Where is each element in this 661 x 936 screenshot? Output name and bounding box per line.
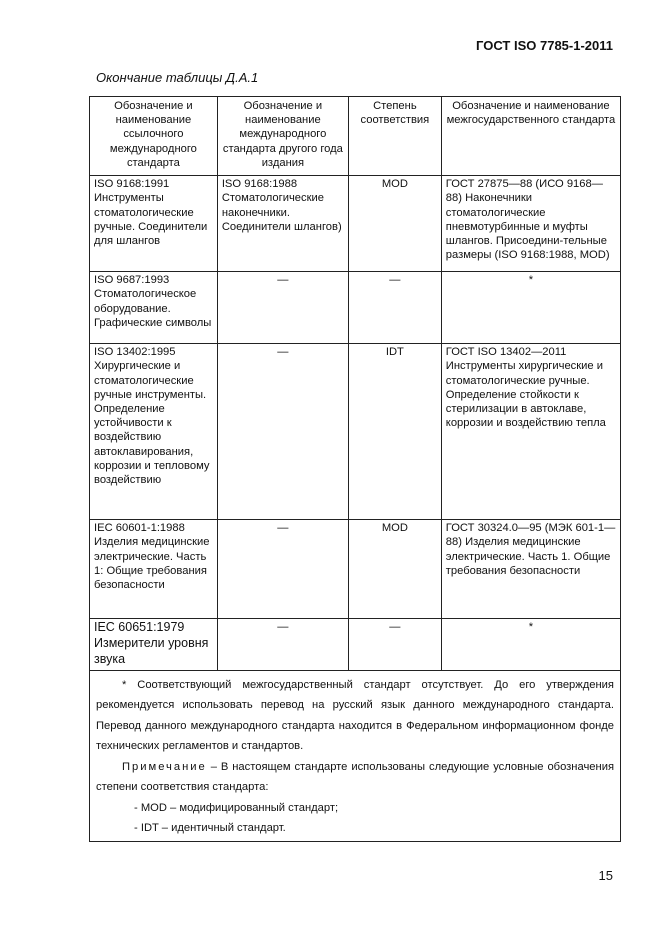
footnote-text: * Соответствующий межгосударственный стандарт отсутствует. До его утверждения рекомендуется использовать перевод на русский язык данного международного стандарта. Перевод данного международного стандарта находится в Федеральном информационном фонде технических регламентов и стандартов.: [96, 678, 614, 753]
table-cell: ISO 9168:1991 Инструменты стоматологические ручные. Соединители для шлангов: [90, 176, 218, 272]
column-header: Обозначение и наименование ссылочного международного стандарта: [90, 97, 218, 176]
table-cell: *: [441, 272, 620, 344]
notes-cell: [90, 670, 621, 841]
notes-row: [90, 670, 621, 841]
table-cell: MOD: [348, 176, 441, 272]
table-cell: ГОСТ ISO 13402—2011 Инструменты хирургические и стоматологические ручные. Определение стойкости к стерилизации в автоклаве, коррозии и воздействию тепла: [441, 344, 620, 520]
note-paragraph: [96, 757, 614, 798]
table-row: [90, 272, 621, 344]
table-header-row: [90, 97, 621, 176]
note-text: – В настоящем стандарте использованы следующие условные обозначения степени соответствия стандарта:: [96, 760, 614, 794]
table-row: [90, 176, 621, 272]
table-caption: Окончание таблицы Д.А.1: [96, 70, 259, 85]
table-cell: ISO 9168:1988 Стоматологические наконечники. Соединители шлангов): [217, 176, 348, 272]
table-cell: IDT: [348, 344, 441, 520]
table-row: [90, 619, 621, 671]
standards-table: [89, 96, 621, 842]
page-number: 15: [598, 868, 613, 883]
table-cell: ISO 9687:1993 Стоматологическое оборудование. Графические символы: [90, 272, 218, 344]
table-cell: —: [217, 520, 348, 619]
table-cell: MOD: [348, 520, 441, 619]
table-cell: IEC 60651:1979 Измерители уровня звука: [90, 619, 218, 671]
table-cell: —: [217, 619, 348, 671]
column-header: Обозначение и наименование межгосударственного стандарта: [441, 97, 620, 176]
table-cell: —: [217, 344, 348, 520]
column-header: Обозначение и наименование международного стандарта другого года издания: [217, 97, 348, 176]
table-cell: ГОСТ 27875—88 (ИСО 9168—88) Наконечники стоматологические пневмотурбинные и муфты шлангов. Присоедини-тельные размеры (ISO 9168:1988, MOD): [441, 176, 620, 272]
column-header: Степень соответствия: [348, 97, 441, 176]
table-cell: ISO 13402:1995 Хирургические и стоматологические ручные инструменты. Определение устойчивости к воздействию автоклавирования, коррозии и тепловому воздействию: [90, 344, 218, 520]
table-cell: ГОСТ 30324.0—95 (МЭК 601-1—88) Изделия медицинские электрические. Часть 1. Общие требования безопасности: [441, 520, 620, 619]
table-cell: —: [348, 619, 441, 671]
table-cell: —: [348, 272, 441, 344]
table-cell: —: [217, 272, 348, 344]
table-cell: IEC 60601-1:1988 Изделия медицинские электрические. Часть 1: Общие требования безопасности: [90, 520, 218, 619]
table-cell: *: [441, 619, 620, 671]
legend-item-idt: - IDT – идентичный стандарт.: [134, 822, 286, 835]
note-label: Примечание: [122, 760, 207, 773]
document-id: ГОСТ ISO 7785-1-2011: [476, 38, 613, 53]
legend-item-mod: - MOD – модифицированный стандарт;: [134, 801, 339, 814]
table-row: [90, 344, 621, 520]
table-row: [90, 520, 621, 619]
